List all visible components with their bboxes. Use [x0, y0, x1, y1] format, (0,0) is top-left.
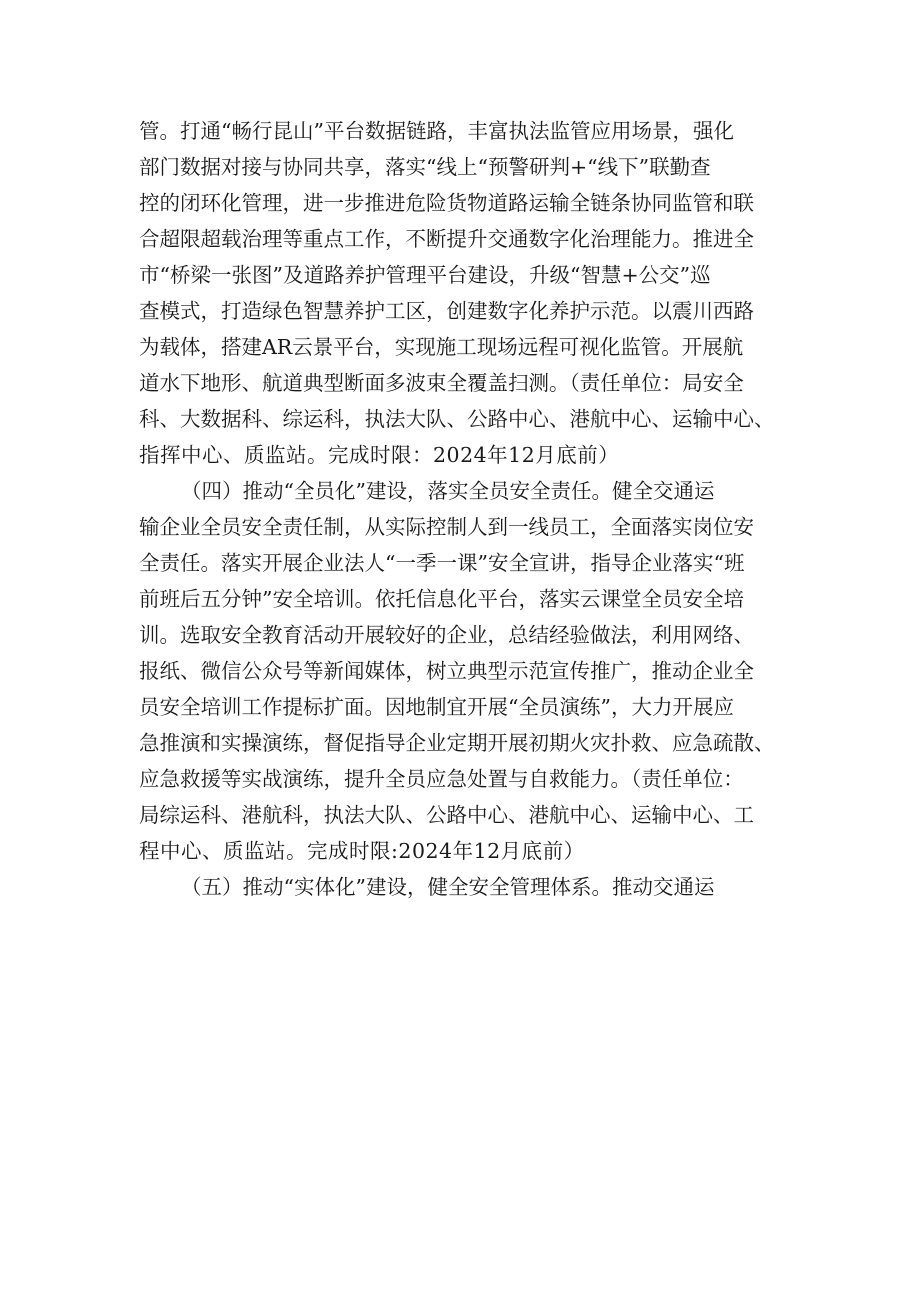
text-line: 局综运科、港航科，执法大队、公路中心、港航中心、运输中心、工	[139, 803, 754, 827]
text-line: 急推演和实操演练，督促指导企业定期开展初期火灾扑救、应急疏散、	[139, 731, 775, 755]
text-line: 全责任。落实开展企业法人“一季一课”安全宣讲，指导企业落实“班	[139, 551, 745, 575]
text-line: 控的闭环化管理，进一步推进危险货物道路运输全链条协同监管和联	[139, 191, 754, 215]
section-heading-line: （五）推动“实体化”建设，健全安全管理体系。推动交通运	[181, 875, 715, 899]
text-line: 应急救援等实战演练，提升全员应急处置与自救能力。（责任单位：	[139, 767, 744, 791]
text-line: 部门数据对接与协同共享，落实“线上“预警研判+“线下”联勤查	[139, 155, 711, 179]
text-line: 训。选取安全教育活动开展较好的企业，总结经验做法，利用网络、	[139, 623, 754, 647]
body-text	[139, 113, 789, 905]
text-line: 科、大数据科、综运科，执法大队、公路中心、港航中心、运输中心、	[139, 407, 775, 431]
text-line: 指挥中心、质监站。完成时限：2024年12月底前）	[139, 443, 620, 467]
text-line: 为载体，搭建AR云景平台，实现施工现场远程可视化监管。开展航	[139, 335, 744, 359]
text-line: 前班后五分钟”安全培训。依托信息化平台，落实云课堂全员安全培	[139, 587, 744, 611]
text-line: 市“桥梁一张图”及道路养护管理平台建设，升级“智慧+公交”巡	[139, 263, 711, 287]
text-line: 报纸、微信公众号等新闻媒体，树立典型示范宣传推广，推动企业全	[139, 659, 754, 683]
text-line: 查模式，打造绿色智慧养护工区，创建数字化养护示范。以震川西路	[139, 299, 754, 323]
text-line: 管。打通“畅行昆山”平台数据链路，丰富执法监管应用场景，强化	[139, 119, 734, 143]
text-line: 输企业全员安全责任制，从实际控制人到一线员工，全面落实岗位安	[139, 515, 754, 539]
text-line: 道水下地形、航道典型断面多波束全覆盖扫测。（责任单位：局安全	[139, 371, 744, 395]
section-heading-line: （四）推动“全员化”建设，落实全员安全责任。健全交通运	[181, 479, 715, 503]
text-line: 员安全培训工作提标扩面。因地制宜开展“全员演练”，大力开展应	[139, 695, 734, 719]
text-line: 合超限超载治理等重点工作，不断提升交通数字化治理能力。推进全	[139, 227, 754, 251]
text-line: 程中心、质监站。完成时限:2024年12月底前）	[139, 839, 585, 863]
